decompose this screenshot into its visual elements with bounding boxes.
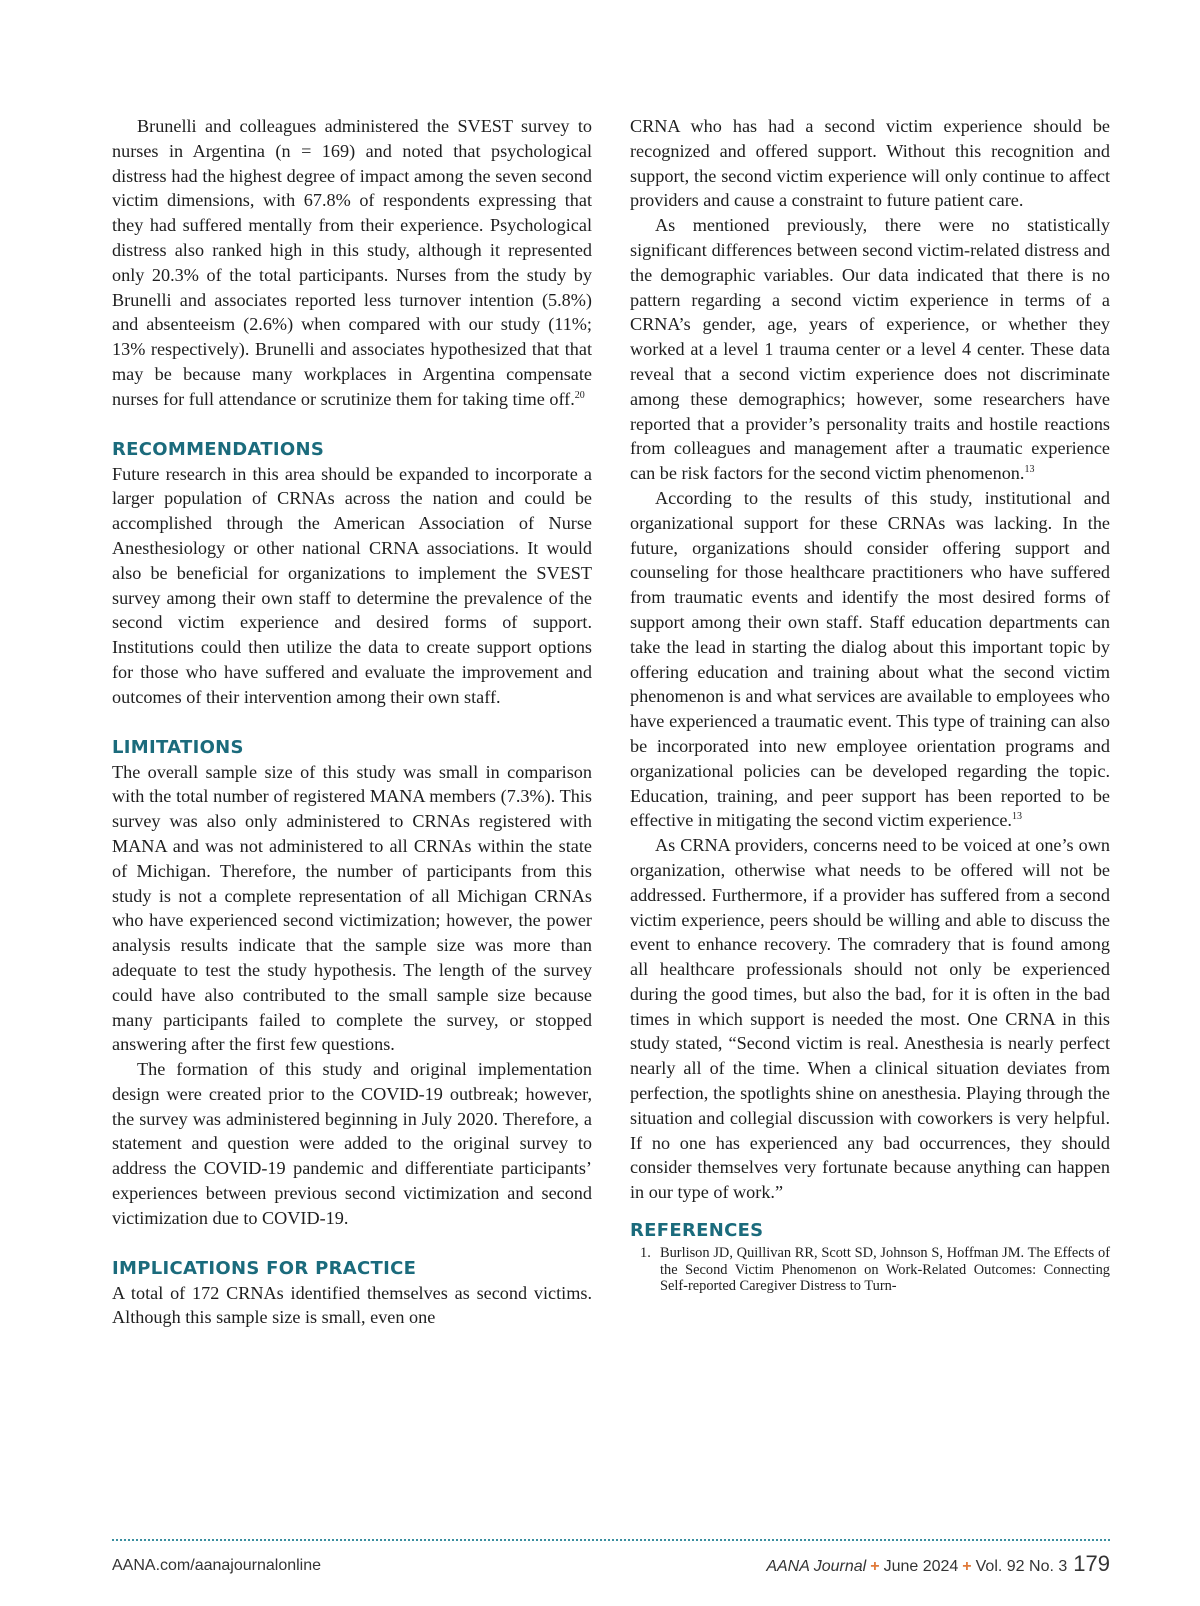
journal-website-link[interactable]: AANA.com/aanajournalonline: [112, 1557, 322, 1574]
journal-name: AANA Journal: [766, 1558, 867, 1575]
body-paragraph: As mentioned previously, there were no statistically significant differences between second victim-related distress and the demographic variables. Our data indicated that there is no pattern regarding a second victim experience in terms of a CRNA’s gender, age, years of experience, or whether they worked at a level 1 trauma center or a level 4 center. These data reveal that a second victim experience does not discriminate among these demographics; however, some researchers have reported that a provider’s personality traits and hostile reactions from colleagues and management after a traumatic experience can be risk factors for the second victim phenomenon.$^{13}$: [630, 215, 1110, 484]
section-heading-recommendations: RECOMMENDATIONS: [112, 438, 325, 460]
page-footer: [112, 1551, 1110, 1583]
body-paragraph: A total of 172 CRNAs identified themselves as second victims. Although this sample size is small, even one: [112, 1282, 592, 1328]
plus-separator-icon: +: [870, 1558, 880, 1575]
section-heading-limitations: LIMITATIONS: [112, 736, 244, 758]
reference-number: 1.: [640, 1245, 651, 1262]
body-paragraph: The overall sample size of this study was small in comparison with the total number of registered MANA members (7.3%). This survey was also only administered to CRNAs registered with MANA and was not administered to all CRNAs within the state of Michigan. Therefore, the number of participants from this study is not a complete representation of all Michigan CRNAs who have experienced second victimization; however, the power analysis results indicate that the sample size was more than adequate to test the study hypothesis. The length of the survey could have also contributed to the small sample size because many participants failed to complete the survey, or stopped answering after the first few questions.: [112, 761, 592, 1055]
volume: Vol. 92: [975, 1558, 1025, 1575]
section-heading-references: REFERENCES: [630, 1220, 764, 1242]
journal-citation: [766, 1551, 1110, 1577]
citation-superscript: 20: [574, 389, 585, 401]
body-paragraph: CRNA who has had a second victim experience should be recognized and offered support. Without this recognition and support, the second victim experience will only continue to affect providers and cause a constraint to future patient care.: [630, 116, 1110, 211]
body-paragraph: The formation of this study and original implementation design were created prior to the COVID-19 outbreak; however, the survey was administered beginning in July 2020. Therefore, a statement and question were added to the original survey to address the COVID-19 pandemic and differentiate participants’ experiences between previous second victimization and second victimization due to COVID-19.: [112, 1059, 592, 1228]
issue-number: No. 3: [1029, 1558, 1068, 1575]
issue-date: June 2024: [883, 1558, 959, 1575]
body-paragraph: Brunelli and colleagues administered the SVEST survey to nurses in Argentina (n = 169) and noted that psychological distress had the highest degree of impact among the seven second victim dimensions, with 67.8% of respondents expressing that they had suffered mentally from their experience. Psychological distress also ranked high in this study, although it represented only 20.3% of the total participants. Nurses from the study by Brunelli and associates reported less turnover intention (5.8%) and absenteeism (2.6%) when compared with our study (11%; 13% respectively). Brunelli and associates hypothesized that that may be because many workplaces in Argentina compensate nurses for full attendance or scrutinize them for taking time off.$^{20}$: [112, 116, 592, 409]
page-number: 179: [1073, 1551, 1110, 1576]
right-column: [630, 114, 1110, 1295]
plus-separator-icon: +: [962, 1558, 972, 1575]
citation-superscript: 13: [1024, 464, 1035, 476]
body-paragraph: According to the results of this study, institutional and organizational support for these CRNAs was lacking. In the future, organizations should consider offering support and counseling for those healthcare practitioners who have suffered from traumatic events and identify the most desired forms of support among their own staff. Staff education departments can take the lead in starting the dialog about this important topic by offering education and training about what the second victim phenomenon is and what services are available to employees who have experienced a traumatic event. This type of training can also be incorporated into new employee orientation programs and organizational policies can be developed regarding the topic. Education, training, and peer support has been reported to be effective in mitigating the second victim experience.$^{13}$: [630, 487, 1110, 831]
body-paragraph: Future research in this area should be expanded to incorporate a larger population of CRNAs across the nation and could be accomplished through the American Association of Nurse Anesthesiology or other national CRNA associations. It would also be beneficial for organizations to implement the SVEST survey among their own staff to determine the prevalence of the second victim experience and desired forms of support. Institutions could then utilize the data to create support options for those who have suffered and evaluate the improvement and outcomes of their intervention among their own staff.: [112, 463, 592, 707]
footer-dotted-divider: [112, 1539, 1110, 1541]
citation-superscript: 13: [1011, 811, 1022, 823]
reference-item: [630, 1245, 1110, 1295]
reference-text: Burlison JD, Quillivan RR, Scott SD, Johnson S, Hoffman JM. The Effects of the Second Victim Phenomenon on Work-Related Outcomes: Connecting Self-reported Caregiver Distress to Turn-: [660, 1245, 1110, 1295]
section-heading-implications: IMPLICATIONS FOR PRACTICE: [112, 1257, 417, 1279]
left-column: [112, 114, 592, 1330]
body-paragraph: As CRNA providers, concerns need to be voiced at one’s own organization, otherwise what needs to be offered will not be addressed. Furthermore, if a provider has suffered from a second victim experience, peers should be willing and able to discuss the event to enhance recovery. The comradery that is found among all healthcare professionals should not only be experienced during the good times, but also the bad, for it is often in the bad times in which support is needed the most. One CRNA in this study stated, “Second victim is real. Anesthesia is nearly perfect nearly all of the time. When a clinical situation deviates from perfection, the spotlights shine on anesthesia. Playing through the situation and collegial discussion with coworkers is very helpful. If no one has experienced any bad occurrences, they should consider themselves very fortunate because anything can happen in our type of work.”: [630, 835, 1110, 1203]
